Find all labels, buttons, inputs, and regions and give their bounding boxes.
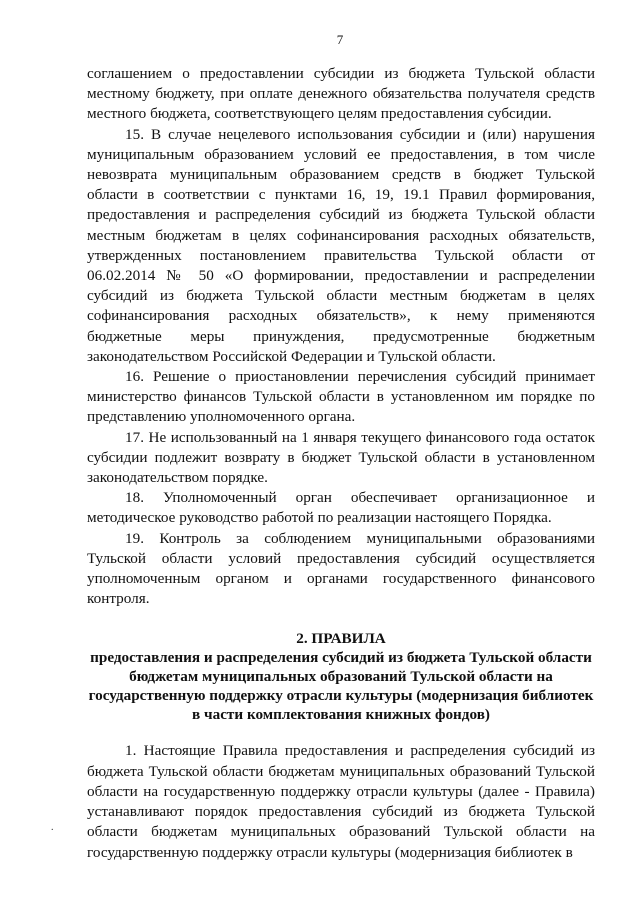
rules-paragraph-1: 1. Настоящие Правила предоставления и распределения субсидий из бюджета Тульской области бюджетам муниципальных образований Тульской области на государственную поддержку отрасли культуры (далее - Правила) устанавливают порядок предоставления субсидий из бюджета Тульской области бюджетам муниципальных образований Тульской области на государственную поддержку отрасли культуры (модернизация библиотек в — [87, 742, 595, 861]
paragraph-17: 17. Не использованный на 1 января текущего финансового года остаток субсидии подлежит возврату в бюджет Тульской области в установленном законодательством порядке. — [87, 428, 595, 487]
spacer — [87, 724, 595, 741]
paragraph-continuation: соглашением о предоставлении субсидии из бюджета Тульской области местному бюджету, при оплате денежного обязательства получателя средств местного бюджета, соответствующего целям предоставления субсидии. — [87, 65, 595, 123]
section-title: 2. ПРАВИЛА — [296, 630, 386, 648]
paragraph-19: 19. Контроль за соблюдением муниципальными образованиями Тульской области условий предоставления субсидий осуществляется уполномоченным органом и органами государственного финансового контроля. — [87, 529, 595, 608]
document-body — [87, 64, 595, 863]
section-heading — [87, 629, 595, 724]
paragraph-15: 15. В случае нецелевого использования субсидии и (или) нарушения муниципальным образованием условий ее предоставления, в том числе невозврата муниципальным образованием средств в бюджет Тульской области в соответствии с пунктами 16, 19, 19.1 Правил формирования, предоставления и распределения субсидий из бюджета Тульской области местным бюджетам в целях софинансирования расходных обязательств, утвержденных постановлением правительства Тульской области от 06.02.2014 № 50 «О формировании, предоставлении и распределении субсидий из бюджета Тульской области местным бюджетам в целях софинансирования расходных обязательств», к нему применяются бюджетные меры принуждения, предусмотренные бюджетным законодательством Российской Федерации и Тульской области. — [87, 125, 595, 365]
paragraph-16: 16. Решение о приостановлении перечисления субсидий принимает министерство финансов Тульской области в установленном им порядке по представлению уполномоченного органа. — [87, 368, 595, 426]
paragraph-18: 18. Уполномоченный орган обеспечивает организационное и методическое руководство работой по реализации настоящего Порядка. — [87, 489, 595, 527]
section-subtitle: предоставления и распределения субсидий из бюджета Тульской области бюджетам муниципальных образований Тульской области на государственную поддержку отрасли культуры (модернизация библиотек в части комплектования книжных фондов) — [88, 649, 594, 724]
page-number: 7 — [336, 32, 344, 47]
margin-mark: . — [51, 822, 54, 833]
